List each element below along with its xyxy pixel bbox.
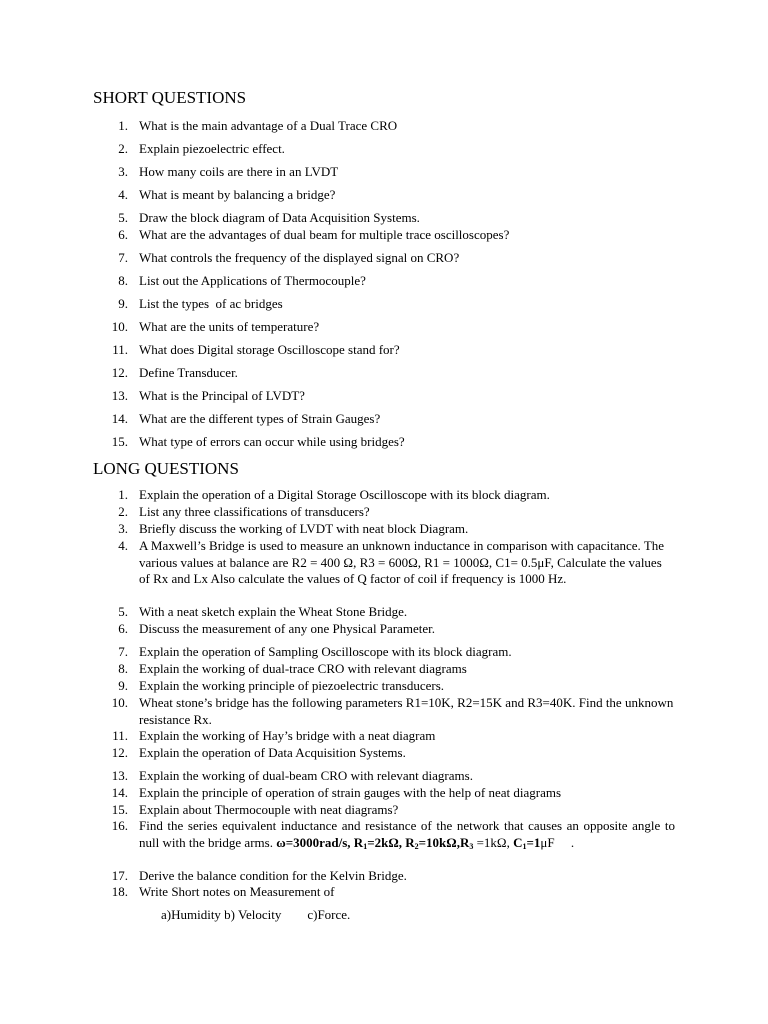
item-text: What is the main advantage of a Dual Trace CRO	[139, 118, 398, 133]
item-text: What are the different types of Strain Gauges?	[139, 411, 381, 426]
short-questions-heading: SHORT QUESTIONS	[93, 88, 247, 107]
item-text: Derive the balance condition for the Kelvin Bridge.	[139, 868, 407, 883]
item-text: What are the advantages of dual beam for multiple trace oscilloscopes?	[139, 227, 510, 242]
item-text	[139, 818, 675, 851]
item-text: Explain the working principle of piezoelectric transducers.	[139, 678, 445, 693]
item-number: 11.	[112, 342, 128, 357]
item-number: 2.	[118, 504, 128, 519]
item-number: 13.	[111, 388, 128, 403]
r1-value: $R_1=2k\Omega$,	[353, 834, 402, 851]
item-number: 6.	[118, 621, 128, 636]
item-number: 13.	[111, 768, 128, 783]
item-text: What is meant by balancing a bridge?	[139, 187, 336, 202]
item-text: List the types of ac bridges	[139, 296, 283, 311]
item-text: Write Short notes on Measurement of	[139, 884, 335, 899]
item-text: Discuss the measurement of any one Physical Parameter.	[139, 621, 436, 636]
item-number: 8.	[118, 661, 128, 676]
item-text: List out the Applications of Thermocouple?	[139, 273, 366, 288]
item-text: Explain piezoelectric effect.	[139, 141, 285, 156]
item-number: 16.	[111, 818, 128, 833]
item-number: 12.	[111, 365, 128, 380]
item-number: 11.	[112, 728, 128, 743]
c1-unit: μF	[540, 834, 555, 850]
r3-value-number: =1kΩ,	[473, 834, 510, 850]
item-number: 9.	[118, 678, 128, 693]
item-number: 15.	[111, 434, 128, 449]
item-number: 5.	[118, 210, 128, 225]
item-text: Explain the working of dual-trace CRO with relevant diagrams	[139, 661, 467, 676]
item-text: Explain the operation of Data Acquisition Systems.	[139, 745, 406, 760]
item-text: Explain about Thermocouple with neat diagrams?	[139, 802, 399, 817]
item-text: Wheat stone’s bridge has the following parameters R1=10K, R2=15K and R3=40K. Find the unknown resistance Rx.	[139, 695, 674, 727]
omega-value: ω=3000rad/s,	[276, 834, 351, 850]
item-text-main: Find the series equivalent inductance and resistance of the network that causes an opposite angle to null with the bridge arms.	[139, 818, 675, 850]
item-text: Briefly discuss the working of LVDT with neat block Diagram.	[139, 521, 469, 536]
r2-value: $R_2=10k\Omega$,	[405, 834, 460, 851]
item-number: 18.	[111, 884, 128, 899]
item-number: 14.	[111, 785, 128, 800]
item-number: 7.	[118, 644, 128, 659]
item-number: 3.	[118, 164, 128, 179]
item-text: What type of errors can occur while using bridges?	[139, 434, 405, 449]
c1-value: $C_1=1$	[513, 834, 541, 851]
item-number: 10.	[111, 319, 128, 334]
item-number: 7.	[118, 250, 128, 265]
item-text: A Maxwell’s Bridge is used to measure an unknown inductance in comparison with capacitance. The various values at balance are R2 = 400 Ω, R3 = 600Ω, R1 = 1000Ω, C1= 0.5μF, Calculate the values of Rx and Lx Also calculate the values of Q factor of coil if frequency is 1000 Hz.	[139, 538, 665, 586]
item-text: What are the units of temperature?	[139, 319, 320, 334]
item-number: 2.	[118, 141, 128, 156]
item-number: 1.	[118, 118, 128, 133]
item-text: List any three classifications of transducers?	[139, 504, 370, 519]
item-number: 9.	[118, 296, 128, 311]
item-text: Explain the operation of a Digital Storage Oscilloscope with its block diagram.	[139, 487, 550, 502]
item-text: Explain the working of Hay’s bridge with a neat diagram	[139, 728, 436, 743]
item-text: What is the Principal of LVDT?	[139, 388, 305, 403]
item-text: With a neat sketch explain the Wheat Stone Bridge.	[139, 604, 408, 619]
trailing-period: .	[570, 834, 575, 850]
long-questions-heading: LONG QUESTIONS	[93, 459, 239, 478]
item-number: 10.	[111, 695, 128, 710]
item-number: 14.	[111, 411, 128, 426]
item-number: 15.	[111, 802, 128, 817]
item-number: 4.	[118, 187, 128, 202]
item-text: Explain the operation of Sampling Oscilloscope with its block diagram.	[139, 644, 512, 659]
item-text: What controls the frequency of the displayed signal on CRO?	[139, 250, 460, 265]
item-number: 8.	[118, 273, 128, 288]
item-number: 3.	[118, 521, 128, 536]
measurement-options: a)Humidity b) Velocity c)Force.	[161, 907, 351, 922]
item-number: 4.	[118, 538, 128, 553]
item-text: Explain the principle of operation of strain gauges with the help of neat diagrams	[139, 785, 562, 800]
item-text: Define Transducer.	[139, 365, 238, 380]
item-number: 5.	[118, 604, 128, 619]
item-text: Explain the working of dual-beam CRO with relevant diagrams.	[139, 768, 473, 783]
item-text: How many coils are there in an LVDT	[139, 164, 339, 179]
item-text: What does Digital storage Oscilloscope stand for?	[139, 342, 400, 357]
item-number: 17.	[111, 868, 128, 883]
item-number: 1.	[118, 487, 128, 502]
item-number: 12.	[111, 745, 128, 760]
r3-value: $R_3$	[459, 834, 474, 851]
item-text: Draw the block diagram of Data Acquisition Systems.	[139, 210, 420, 225]
item-number: 6.	[118, 227, 128, 242]
